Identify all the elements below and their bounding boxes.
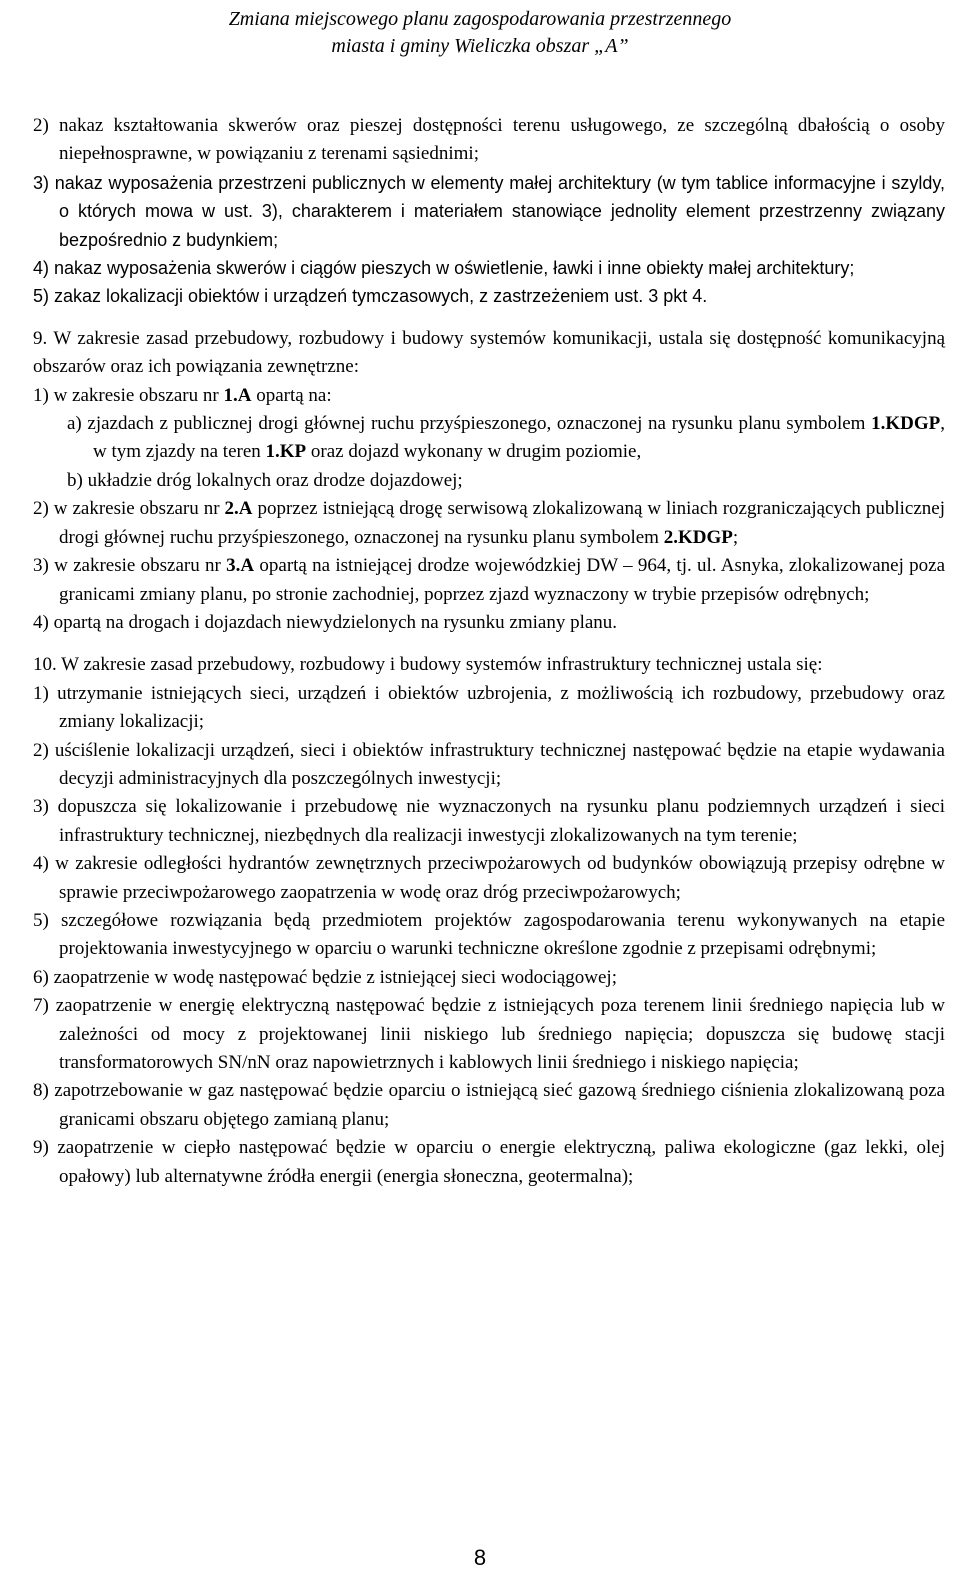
section-9-point-1: 1) w zakresie obszaru nr 1.A opartą na:	[33, 384, 332, 406]
header-title-line1: Zmiana miejscowego planu zagospodarowania przestrzennego	[228, 8, 732, 30]
section-10-item-6: 6) zaopatrzenie w wodę następować będzie z istniejącej sieci wodociągowej;	[33, 966, 617, 988]
section-9-intro: 9. W zakresie zasad przebudowy, rozbudowy i budowy systemów komunikacji, ustala się dostępność komunikacyjną obszarów oraz ich powiązania zewnętrzne:	[33, 327, 945, 378]
section-9-point-3: 3) w zakresie obszaru nr 3.A opartą na istniejącej drodze wojewódzkiej DW – 964, tj. ul. Asnyka, zlokalizowanej poza granicami zmiany planu, po stronie zachodniej, poprzez zjazd wyznaczony w trybie przepisów odrębnych;	[33, 555, 946, 605]
section-8-item-5: 5) zakaz lokalizacji obiektów i urządzeń tymczasowych, z zastrzeżeniem ust. 3 pkt 4.	[33, 286, 708, 307]
document-header	[0, 6, 960, 60]
section-9-point-1a: a) zjazdach z publicznej drogi głównej ruchu przyśpieszonego, oznaczonej na rysunku planu symbolem 1.KDGP, w tym zjazdy na teren 1.KP oraz dojazd wykonany w drugim poziomie,	[67, 413, 945, 463]
section-10-item-9: 9) zaopatrzenie w ciepło następować będzie w oparciu o energie elektryczną, paliwa ekologiczne (gaz lekki, olej opałowy) lub alternatywne źródła energii (energia słoneczna, geotermalna);	[33, 1137, 945, 1187]
section-10-intro: 10. W zakresie zasad przebudowy, rozbudowy i budowy systemów infrastruktury technicznej ustala się:	[33, 654, 823, 676]
section-9-point-4: 4) opartą na drogach i dojazdach niewydzielonych na rysunku zmiany planu.	[33, 611, 618, 633]
spacer	[33, 637, 945, 651]
section-10-item-8: 8) zapotrzebowanie w gaz następować będzie oparciu o istniejącą sieć gazową średniego ciśnienia zlokalizowaną poza granicami obszaru objętego zamianą planu;	[33, 1080, 945, 1130]
section-10-item-2: 2) uściślenie lokalizacji urządzeń, sieci i obiektów infrastruktury technicznej następować będzie na etapie wydawania decyzji administracyjnych dla poszczególnych inwestycji;	[33, 739, 945, 789]
section-10-item-7: 7) zaopatrzenie w energię elektryczną następować będzie z istniejących poza terenem linii średniego napięcia lub w zależności od mocy z projektowanej linii niskiego lub średniego napięcia; dopuszcza się budowę stacji transformatorowych SN/nN oraz napowietrznych i kablowych linii średniego i niskiego napięcia;	[33, 995, 945, 1073]
section-8-item-4: 4) nakaz wyposażenia skwerów i ciągów pieszych w oświetlenie, ławki i inne obiekty małej architektury;	[33, 258, 855, 279]
section-10-item-3: 3) dopuszcza się lokalizowanie i przebudowę nie wyznaczonych na rysunku planu podziemnych urządzeń i sieci infrastruktury technicznej, niezbędnych dla realizacji inwestycji zlokalizowanych na tym terenie;	[33, 796, 945, 846]
section-10-item-5: 5) szczegółowe rozwiązania będą przedmiotem projektów zagospodarowania terenu wykonywanych na etapie projektowania inwestycyjnego w oparciu o warunki techniczne określone zgodnie z przepisami odrębnymi;	[33, 909, 945, 960]
section-8-item-3: 3) nakaz wyposażenia przestrzeni publicznych w elementy małej architektury (w tym tablice informacyjne i szyldy, o których mowa w ust. 3), charakterem i materiałem stanowiące jednolity element przestrzenny związany bezpośrednio z budynkiem;	[33, 172, 945, 250]
section-10-item-4: 4) w zakresie odległości hydrantów zewnętrznych przeciwpożarowych od budynków obowiązują przepisy odrębne w sprawie przeciwpożarowego zaopatrzenia w wodę oraz dróg przeciwpożarowych;	[33, 853, 945, 903]
spacer	[33, 311, 945, 325]
section-9-point-1b: b) układzie dróg lokalnych oraz drodze dojazdowej;	[67, 469, 463, 491]
section-9-point-2: 2) w zakresie obszaru nr 2.A poprzez istniejącą drogę serwisową zlokalizowaną w liniach rozgraniczających publicznej drogi głównej ruchu przyśpieszonego, oznaczonej na rysunku planu symbolem 2.KDGP;	[33, 498, 945, 548]
document-body	[33, 112, 945, 1191]
header-title-line2: miasta i gminy Wieliczka obszar „A”	[331, 35, 629, 57]
section-10-item-1: 1) utrzymanie istniejących sieci, urządzeń i obiektów uzbrojenia, z możliwością ich rozbudowy, przebudowy oraz zmiany lokalizacji;	[33, 682, 945, 733]
section-8-item-2: 2) nakaz kształtowania skwerów oraz pieszej dostępności terenu usługowego, ze szczególną dbałością o osoby niepełnosprawne, w powiązaniu z terenami sąsiednimi;	[33, 115, 945, 165]
page-number: 8	[473, 1545, 487, 1570]
